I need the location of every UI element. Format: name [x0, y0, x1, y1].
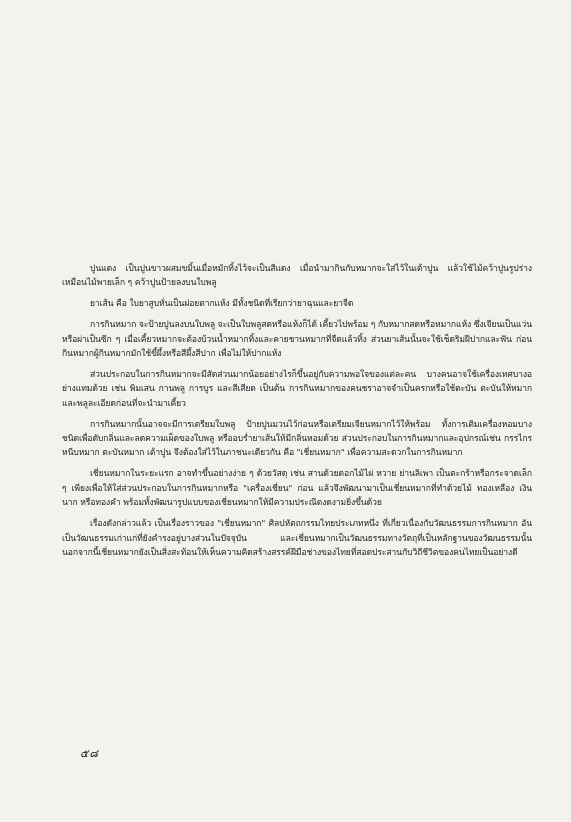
paragraph-1: ปูนแดง เป็นปูนขาวผสมขมิ้นเมื่อหมักทิ้งไว้จะเป็นสีแดง เมื่อนำมากินกับหมากจะใส่ไว้ในเต้าปูน แล้วใช้ไม้คว้าปูนรูปร่างเหมือนไม้พายเล็ก ๆ คว้าปูนป้ายลงบนใบพลู	[62, 264, 532, 289]
paragraph-7: เรื่องดังกล่าวแล้ว เป็นเรื่องราวของ "เชี่ยนหมาก" ศิลปหัตถกรรมไทยประเภทหนึ่ง ที่เกี่ยวเนื่องกับวัฒนธรรมการกินหมาก อันเป็นวัฒนธรรมเก่าแก่ที่ยังคำรงอยู่บางส่วนในปัจจุบัน และเชี่ยนหมากเป็นวัฒนธรรมทางวัตถุที่เป็นหลักฐานของวัฒนธรรมนั้น นอกจากนี้เชี่ยนหมากยังเป็นสิ่งสะท้อนให้เห็นความคิดสร้างสรรค์ฝีมือช่างของไทยที่สอดประสานกับวิถีชีวิตของคนไทยเป็นอย่างดี	[62, 519, 532, 558]
page-number: ๕๘	[80, 747, 99, 760]
paragraph-4: ส่วนประกอบในการกินหมากจะมีสัดส่วนมากน้อยอย่างไรก็ขึ้นอยู่กับความพอใจของแต่ละคน บางคนอาจใช้เครื่องเทศบางอย่างแทมด้วย เช่น พิมเสน กานพลู การบูร และสีเสียด เป็นต้น การกินหมากของคนชราอาจจำเป็นครกหรือใช้ตะบัน ตะบันให้หมากและพลูละเอียดก่อนที่จะนำมาเคี้ยว	[62, 369, 532, 409]
body-text	[62, 262, 532, 567]
paragraph-5: การกินหมากนั้นอาจจะมีการเตรียมใบพลู ป้ายปูนมวนไว้ก่อนหรือเตรียมเจียนหมากไว้ให้พร้อม ทั้งการเติมเครื่องหอมบางชนิดเพื่อดับกลิ่นและลดความเผ็ดของใบพลู หรืออบร่ำยาเส้นให้มีกลิ่นหอมด้วย ส่วนประกอบในการกินหมากและอุปกรณ์เช่น กรรไกรหนีบหมาก ตะบันหมาก เต้าปูน จึงต้องใส่ไว้ในภาชนะเดียวกัน คือ "เชี่ยนหมาก" เพื่อความสะดวกในการกินหมาก	[62, 419, 532, 459]
paragraph-6: เชี่ยนหมากในระยะแรก อาจทำขึ้นอย่างง่าย ๆ ด้วยวัสดุ เช่น สานด้วยดอกไม้ไผ่ หวาย ย่านลิเพา เป็นตะกร้าหรือกระจาดเล็ก ๆ เพียงเพื่อให้ใส่ส่วนประกอบในการกินหมากหรือ "เครื่องเชี่ยน" ก่อน แล้วจึงพัฒนามาเป็นเชี่ยนหมากที่ทำด้วยไม้ ทองเหลือง เงิน นาก หรือทองคำ พร้อมทั้งพัฒนารูปแบบของเชี่ยนหมากให้มีความประณีตงดงามยิ่งขึ้นด้วย	[62, 469, 532, 509]
paragraph-2: ยาเส้น คือ ใบยาสูบหั่นเป็นฝอยตากแห้ง มีทั้งชนิดที่เรียกว่ายาฉุนและยาจืด	[90, 299, 354, 310]
paragraph-3: การกินหมาก จะป้ายปูนลงบนใบพลู จะเป็นใบพลูสดหรือแห้งก็ได้ เคี้ยวไปพร้อม ๆ กับหมากสดหรือหมากแห้ง ซึ่งเจียนเป็นแว่นหรือผ่าเป็นซีก ๆ เมื่อเคี้ยวหมากจะต้องบ้วนน้ำหมากทิ้งและคายชานหมากที่จืดแล้วทิ้ง ส่วนยาเส้นนั้นจะใช้เช็ดริมฝีปากและฟัน ก่อนกินหมากผู้กินหมากมักใช้ขี้ผึ้งหรือสีผึ้งสีปาก เพื่อไม่ให้ปากแห้ง	[62, 320, 532, 360]
